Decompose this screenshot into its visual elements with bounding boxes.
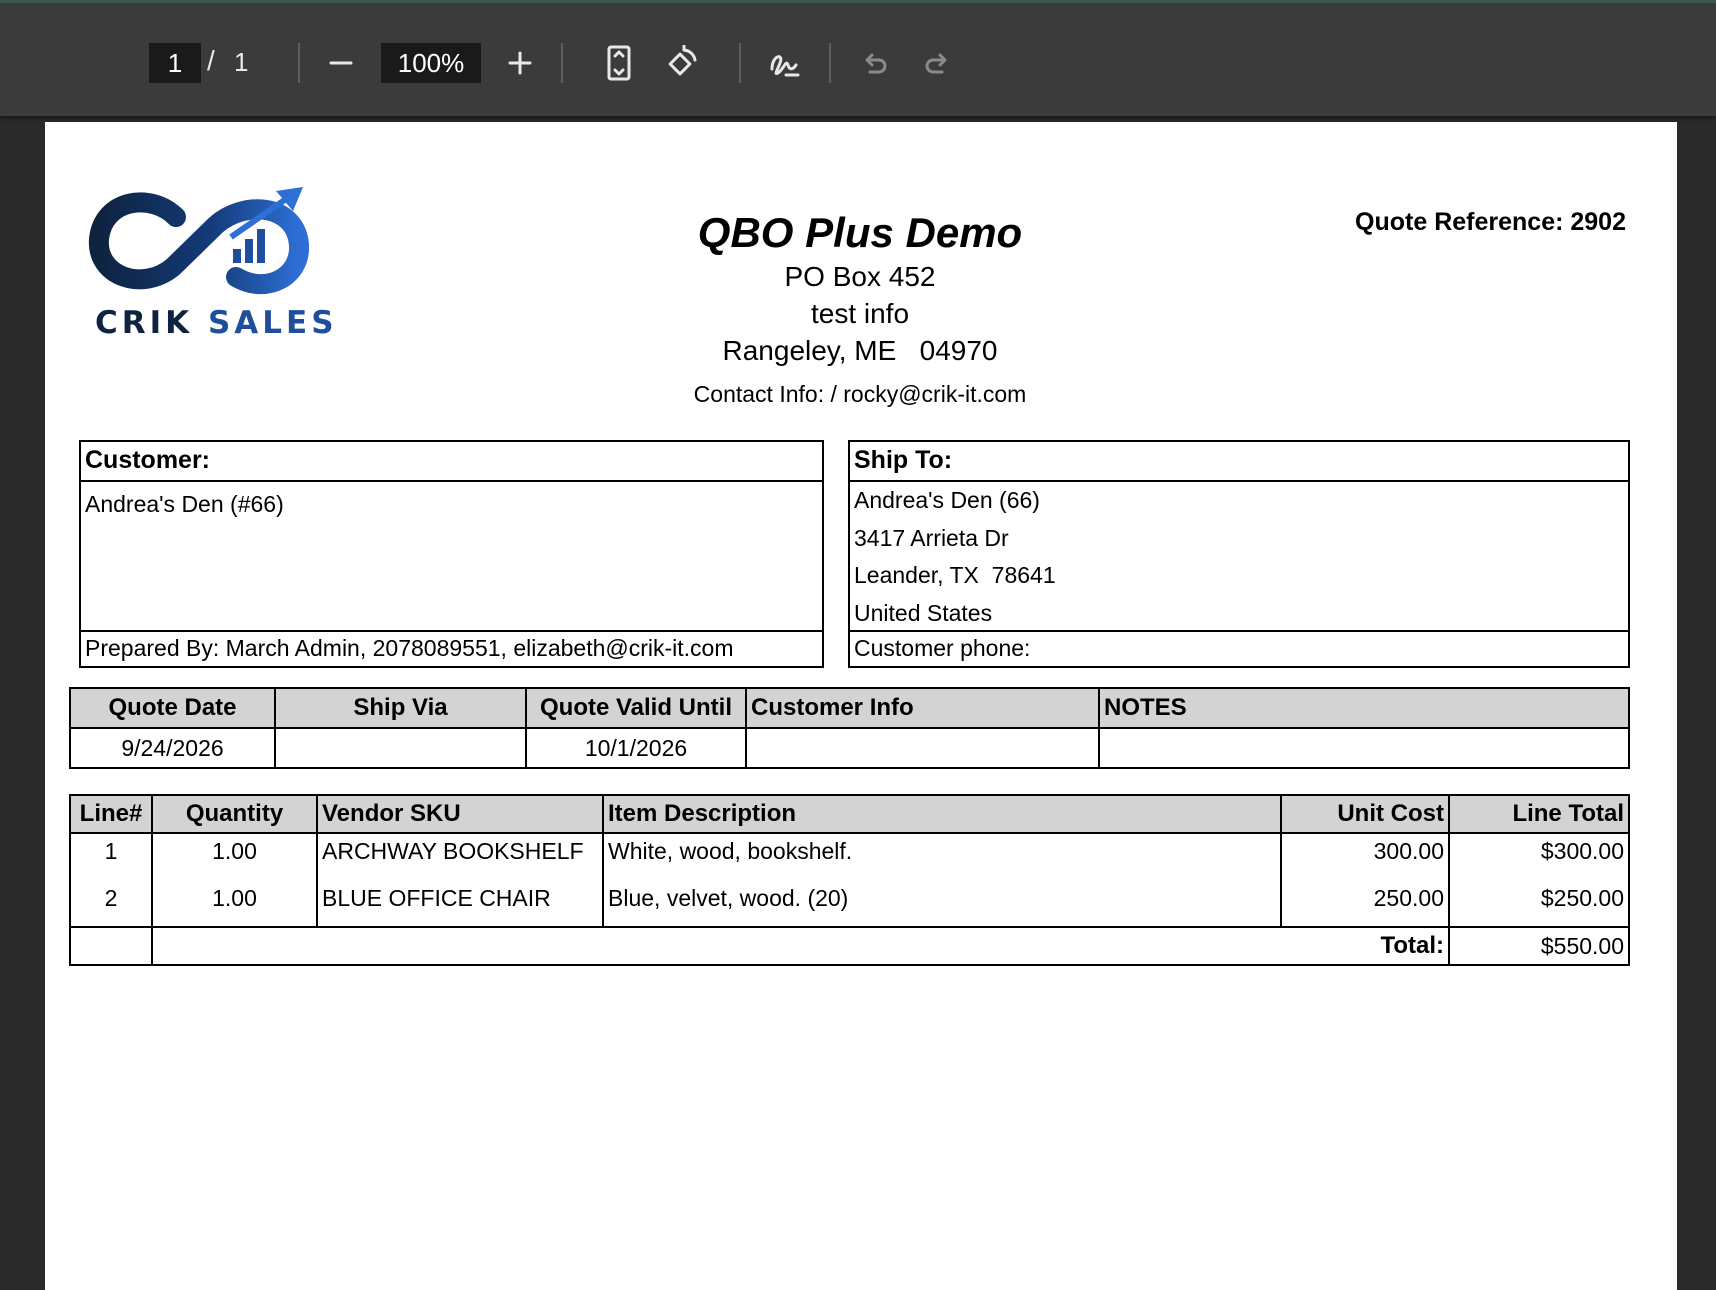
table-row [70, 833, 1629, 879]
quote-date: 9/24/2026 [70, 728, 275, 768]
page-number-input[interactable]: 1 [149, 43, 201, 83]
rotate-button[interactable] [660, 41, 704, 85]
item-description: White, wood, bookshelf. [603, 833, 1281, 879]
page-separator: / [207, 45, 215, 76]
col-vendor-sku: Vendor SKU [317, 795, 603, 833]
logo-wordmark: CRIK SALES [95, 305, 338, 341]
customer-info [746, 728, 1099, 768]
item-description: Blue, velvet, wood. (20) [603, 879, 1281, 927]
total-pages: 1 [234, 47, 249, 77]
vendor-sku: BLUE OFFICE CHAIR [317, 879, 603, 927]
rotate-icon [664, 45, 700, 81]
line-total: $300.00 [1449, 833, 1629, 879]
pdf-page [45, 122, 1677, 1290]
col-unit-cost: Unit Cost [1281, 795, 1449, 833]
col-quantity: Quantity [152, 795, 317, 833]
total-row-spacer [70, 927, 152, 965]
zoom-out-button[interactable] [319, 41, 363, 85]
toolbar-divider [829, 43, 831, 83]
total-label: Total: [152, 927, 1449, 965]
pdf-toolbar [0, 0, 1716, 116]
quantity: 1.00 [152, 879, 317, 927]
line-total: $250.00 [1449, 879, 1629, 927]
unit-cost: 250.00 [1281, 879, 1449, 927]
ship-to-label: Ship To: [850, 442, 1628, 482]
company-header [545, 208, 1175, 409]
total-value: $550.00 [1449, 927, 1629, 965]
col-customer-info: Customer Info [746, 688, 1099, 728]
col-line-total: Line Total [1449, 795, 1629, 833]
col-notes: NOTES [1099, 688, 1629, 728]
signature-icon [766, 45, 802, 81]
customer-box [79, 440, 824, 668]
col-quote-valid-until: Quote Valid Until [526, 688, 746, 728]
prepared-by: Prepared By: March Admin, 2078089551, elizabeth@crik-it.com [81, 630, 822, 666]
unit-cost: 300.00 [1281, 833, 1449, 879]
fit-page-icon [604, 45, 634, 81]
ship-to-box [848, 440, 1630, 668]
ship-via [275, 728, 526, 768]
undo-button[interactable] [853, 41, 897, 85]
company-name: QBO Plus Demo [697, 209, 1023, 256]
toolbar-divider [298, 43, 300, 83]
annotate-button[interactable] [762, 41, 806, 85]
undo-icon [860, 48, 890, 78]
col-line-number: Line# [70, 795, 152, 833]
toolbar-divider [561, 43, 563, 83]
address-line-3: Rangeley, ME 04970 [722, 335, 998, 366]
zoom-in-button[interactable] [498, 41, 542, 85]
customer-phone: Customer phone: [850, 630, 1628, 666]
redo-button[interactable] [915, 41, 959, 85]
plus-icon [506, 49, 534, 77]
customer-name: Andrea's Den (#66) [85, 491, 284, 517]
contact-info: Contact Info: / rocky@crik-it.com [693, 381, 1027, 407]
quote-info-table [69, 687, 1630, 769]
zoom-level-input[interactable]: 100% [381, 43, 481, 83]
line-items-table [69, 794, 1630, 966]
address-line-2: test info [810, 298, 910, 329]
col-item-description: Item Description [603, 795, 1281, 833]
ship-to-line: Andrea's Den (66) [854, 487, 1040, 513]
vendor-sku: ARCHWAY BOOKSHELF [317, 833, 603, 879]
ship-to-line: United States [854, 599, 993, 626]
minus-icon [327, 49, 355, 77]
line-number: 2 [70, 879, 152, 927]
ship-to-line: 3417 Arrieta Dr [854, 524, 1009, 551]
toolbar-divider [739, 43, 741, 83]
col-ship-via: Ship Via [275, 688, 526, 728]
table-row [70, 879, 1629, 927]
line-number: 1 [70, 833, 152, 879]
total-row [70, 927, 1629, 965]
quote-valid-until: 10/1/2026 [526, 728, 746, 768]
address-line-1: PO Box 452 [784, 261, 936, 292]
fit-to-page-button[interactable] [597, 41, 641, 85]
customer-label: Customer: [81, 442, 822, 482]
notes [1099, 728, 1629, 768]
ship-to-line: Leander, TX 78641 [854, 562, 1056, 588]
col-quote-date: Quote Date [70, 688, 275, 728]
quantity: 1.00 [152, 833, 317, 879]
quote-reference: Quote Reference: 2902 [1355, 208, 1626, 236]
redo-icon [922, 48, 952, 78]
